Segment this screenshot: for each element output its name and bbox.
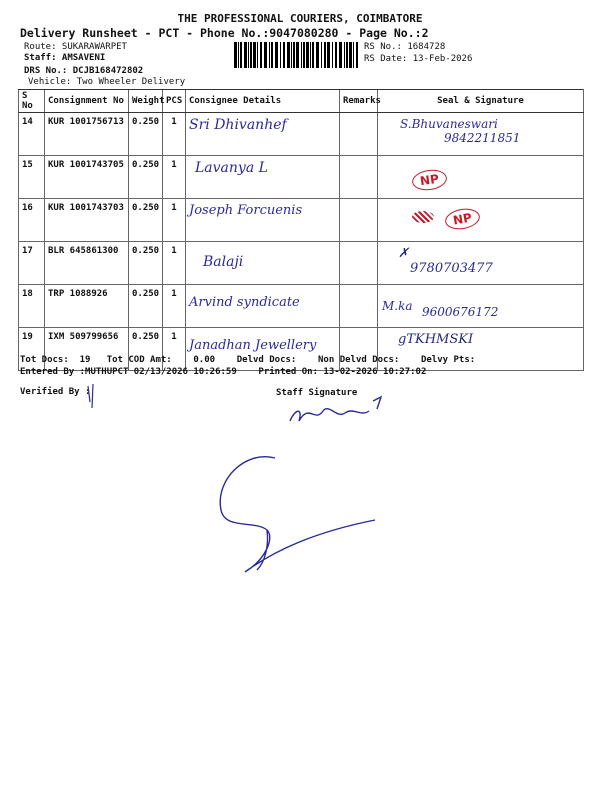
barcode-bar [283,42,285,68]
cell-seal [378,156,584,199]
staff-signature [285,393,395,433]
runsheet-table [18,89,584,371]
not-present-mark: NP [411,168,448,193]
cell-consignment: TRP 1088926 [45,285,129,328]
cell-pcs: 1 [163,113,186,156]
seal-phone: 9780703477 [410,261,493,276]
cell-weight: 0.250 [129,285,163,328]
col-pcs: PCS [163,90,186,113]
rs-number: RS No.: 1684728 [364,42,446,52]
scribble-mark [412,211,434,223]
consignee-handwriting: Janadhan Jewellery [189,338,317,353]
totals-summary: Tot Docs: 19 Tot COD Amt: 0.00 Delvd Docs: Non Delvd Docs: Delvy Pts: [20,355,476,365]
barcode-bar [353,42,354,68]
col-consignment: Consignment No [45,90,129,113]
rs-date: RS Date: 13-Feb-2026 [364,54,473,64]
barcode-bar [264,42,267,68]
cell-pcs: 1 [163,242,186,285]
barcode-bar [269,42,270,68]
table-row [19,113,584,156]
cell-remarks [340,156,378,199]
vehicle-label: Vehicle: Two Wheeler Delivery [28,77,186,87]
cell-consignee [186,156,340,199]
barcode-bar [240,42,242,68]
cell-weight: 0.250 [129,156,163,199]
barcode-bar [275,42,278,68]
cell-sno: 19 [19,328,45,371]
cell-pcs: 1 [163,156,186,199]
seal-phone: 9842211851 [444,131,521,145]
barcode-bar [238,42,239,68]
col-consignee: Consignee Details [186,90,340,113]
cell-sno: 16 [19,199,45,242]
barcode-bar [356,42,358,68]
barcode-bar [248,42,249,68]
runsheet-subtitle: Delivery Runsheet - PCT - Phone No.:9047080280 - Page No.:2 [20,26,429,40]
route-label: Route: SUKARAWARPET [24,42,127,52]
table-header-row [19,90,584,113]
consignee-handwriting: Balaji [203,254,244,270]
barcode-bar [310,42,311,68]
cell-consignee [186,113,340,156]
barcode-bar [260,42,262,68]
barcode-bar [312,42,314,68]
cell-pcs: 1 [163,328,186,371]
barcode-bar [250,42,252,68]
seal-signature: S.Bhuvaneswari [400,117,498,131]
verified-tick-mark [84,380,104,420]
cell-sno: 14 [19,113,45,156]
cell-pcs: 1 [163,285,186,328]
cell-sno: 15 [19,156,45,199]
table-row [19,285,584,328]
cell-seal [378,199,584,242]
barcode-bar [257,42,258,68]
cell-remarks [340,199,378,242]
cell-seal [378,113,584,156]
cell-weight: 0.250 [129,199,163,242]
cell-seal [378,285,584,328]
barcode-bar [280,42,281,68]
barcode-bar [271,42,273,68]
col-sno: S No [19,90,45,113]
cell-consignee [186,199,340,242]
cell-remarks [340,242,378,285]
col-weight: Weight [129,90,163,113]
col-remarks: Remarks [340,90,378,113]
barcode-bar [349,42,352,68]
barcode-bar [339,42,342,68]
seal-signature: M.ka [382,299,413,313]
table-row [19,156,584,199]
barcode [234,42,358,68]
seal-phone: 9600676172 [422,305,499,319]
barcode-bar [306,42,309,68]
cell-consignee [186,285,340,328]
barcode-bar [291,42,292,68]
cell-pcs: 1 [163,199,186,242]
barcode-bar [332,42,333,68]
consignee-handwriting: Joseph Forcuenis [189,203,303,218]
cell-seal [378,242,584,285]
cell-consignment: KUR 1001743703 [45,199,129,242]
barcode-bar [321,42,322,68]
cell-remarks [340,285,378,328]
barcode-bar [303,42,305,68]
barcode-bar [293,42,295,68]
barcode-bar [316,42,319,68]
staff-signature-label: Staff Signature [276,388,358,398]
cell-weight: 0.250 [129,113,163,156]
barcode-bar [324,42,326,68]
barcode-bar [327,42,330,68]
col-seal: Seal & Signature [378,90,584,113]
barcode-bar [346,42,348,68]
entered-by: Entered By :MUTHUPCT 02/13/2026 10:26:59 Printed On: 13-02-2026 10:27:02 [20,367,427,377]
seal-signature: gTKHMSKI [398,332,474,347]
large-signature [205,450,385,580]
barcode-bar [253,42,256,68]
consignee-handwriting: Lavanya L [195,160,268,176]
seal-scribble: ✗ [398,246,409,261]
cell-consignment: KUR 1001743705 [45,156,129,199]
barcode-bar [287,42,290,68]
company-title: THE PROFESSIONAL COURIERS, COIMBATORE [177,12,423,25]
barcode-bar [335,42,337,68]
cell-consignment: BLR 645861300 [45,242,129,285]
drs-label: DRS No.: DCJB168472802 [24,66,144,76]
barcode-bar [301,42,302,68]
cell-weight: 0.250 [129,242,163,285]
verified-by-label: Verified By : [20,387,91,397]
consignee-handwriting: Arvind syndicate [189,295,300,310]
cell-sno: 18 [19,285,45,328]
cell-consignee [186,242,340,285]
table-row [19,242,584,285]
cell-consignment: IXM 509799656 [45,328,129,371]
barcode-bar [244,42,247,68]
cell-sno: 17 [19,242,45,285]
consignee-handwriting: Sri Dhivanhef [189,117,287,133]
barcode-bar [234,42,237,68]
barcode-bar [296,42,299,68]
staff-label: Staff: AMSAVENI [24,53,106,63]
cell-consignment: KUR 1001756713 [45,113,129,156]
not-present-mark: NP [444,206,482,232]
cell-weight: 0.250 [129,328,163,371]
table-row [19,199,584,242]
cell-remarks [340,113,378,156]
barcode-bar [344,42,345,68]
